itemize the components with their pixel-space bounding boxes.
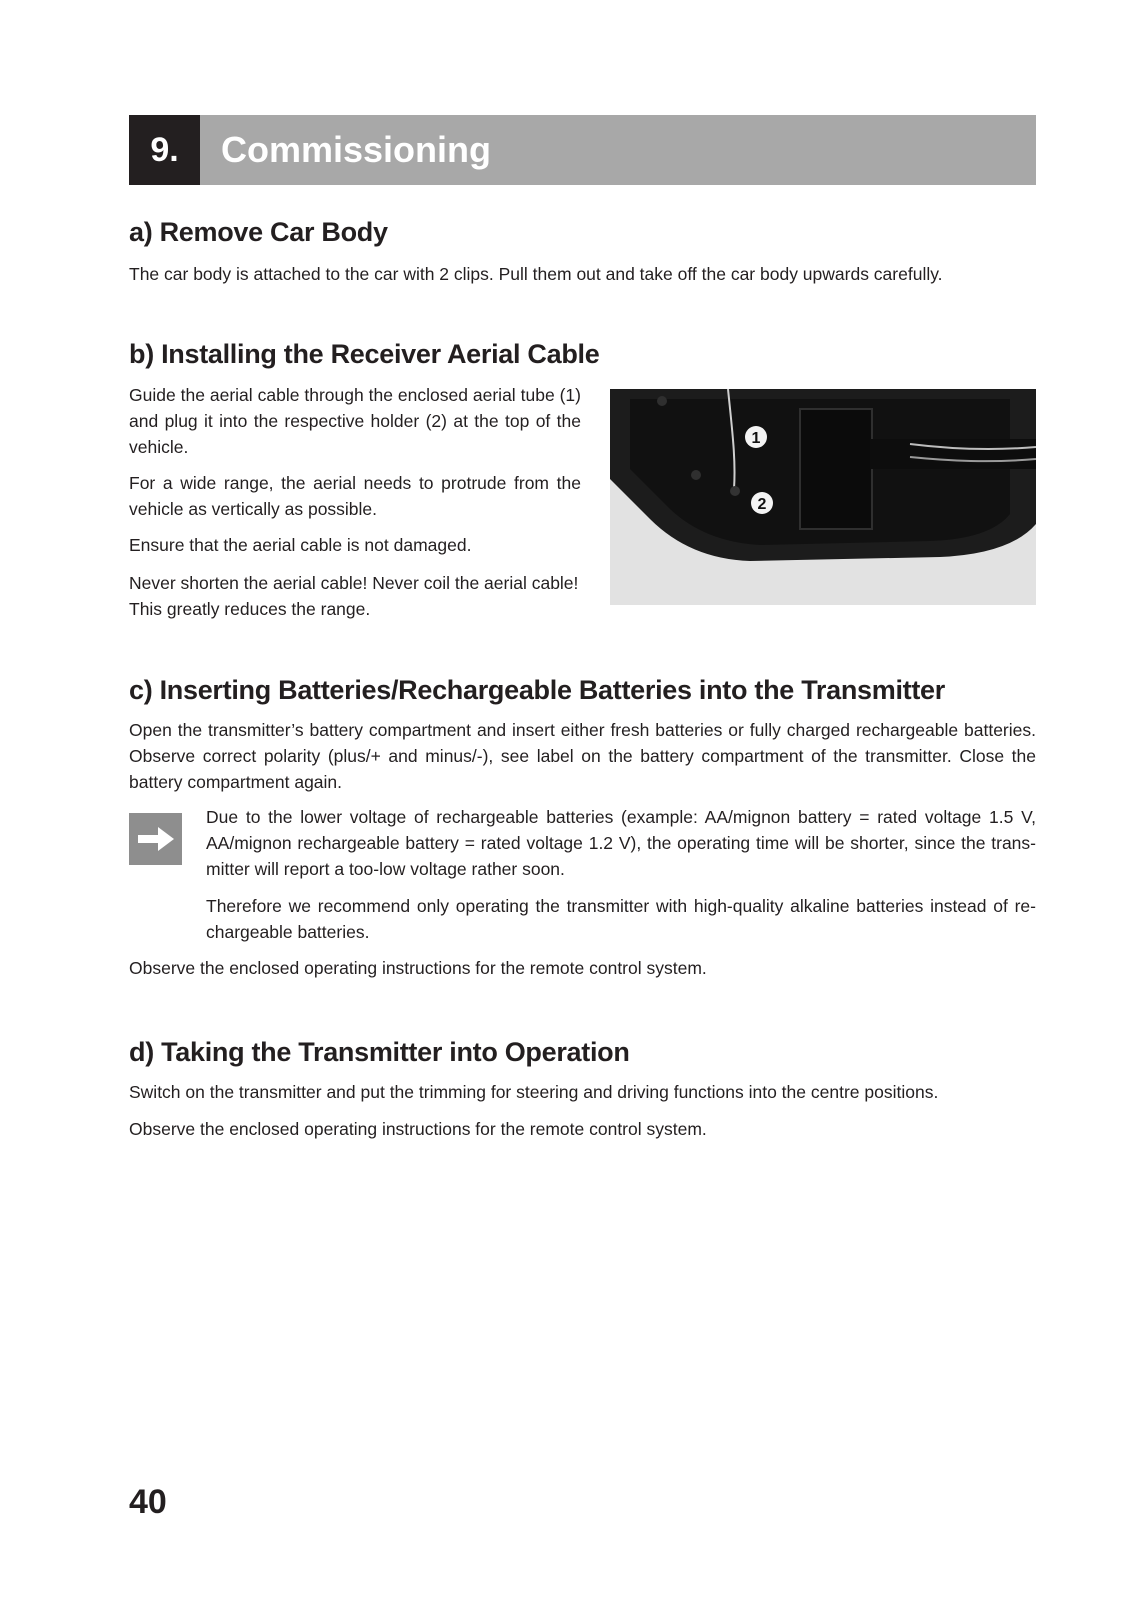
section-c-paragraph-1: Open the transmitter’s battery compartment and insert either fresh batteries or fully charged rechargeable batteries. Observe correct polarity (plus/+ and minus/-), see label on the battery compartment of the transmitter. Close the battery compartment again.: [129, 720, 1036, 792]
section-b-paragraph-3: Ensure that the aerial cable is not damaged.: [129, 535, 472, 555]
section-b-heading: b) Installing the Receiver Aerial Cable: [129, 339, 600, 369]
section-b-paragraph-1: Guide the aerial cable through the enclosed aerial tube (1) and plug it into the respective holder (2) at the top of the vehicle.: [129, 385, 581, 457]
section-c-heading: c) Inserting Batteries/Rechargeable Batteries into the Transmitter: [129, 675, 945, 705]
page-number: 40: [129, 1483, 167, 1521]
section-b-paragraph-4: Never shorten the aerial cable! Never coil the aerial cable! This greatly reduces the range.: [129, 573, 579, 619]
note-paragraph-2: Therefore we recommend only operating the transmitter with high-quality alkaline batteries instead of re-chargeable batteries.: [206, 896, 1036, 942]
photo-label-2: 2: [757, 496, 767, 513]
section-c-paragraph-2: Observe the enclosed operating instructions for the remote control system.: [129, 958, 707, 978]
chapter-header: [129, 115, 1036, 185]
photo-label-1: 1: [751, 430, 761, 447]
note-paragraph-1: Due to the lower voltage of rechargeable batteries (example: AA/mignon battery = rated voltage 1.5 V, AA/mignon rechargeable battery = rated voltage 1.2 V), the operating time will be shorter, since the trans-mitter will report a too-low voltage rather soon.: [206, 807, 1036, 879]
section-a-text: The car body is attached to the car with 2 clips. Pull them out and take off the car body upwards carefully.: [129, 264, 943, 284]
receiver-aerial-illustration: [610, 389, 1036, 605]
chapter-title: Commissioning: [221, 129, 492, 170]
section-d-heading: d) Taking the Transmitter into Operation: [129, 1037, 630, 1067]
section-d-paragraph-2: Observe the enclosed operating instructions for the remote control system.: [129, 1119, 707, 1139]
arrow-right-icon: [129, 813, 182, 865]
section-d-paragraph-1: Switch on the transmitter and put the trimming for steering and driving functions into the centre positions.: [129, 1082, 939, 1102]
section-a-heading: a) Remove Car Body: [129, 217, 388, 247]
chapter-number: 9.: [129, 115, 200, 185]
receiver-aerial-photo: [610, 389, 1036, 605]
section-b-paragraph-2: For a wide range, the aerial needs to protrude from the vehicle as vertically as possible.: [129, 473, 581, 519]
